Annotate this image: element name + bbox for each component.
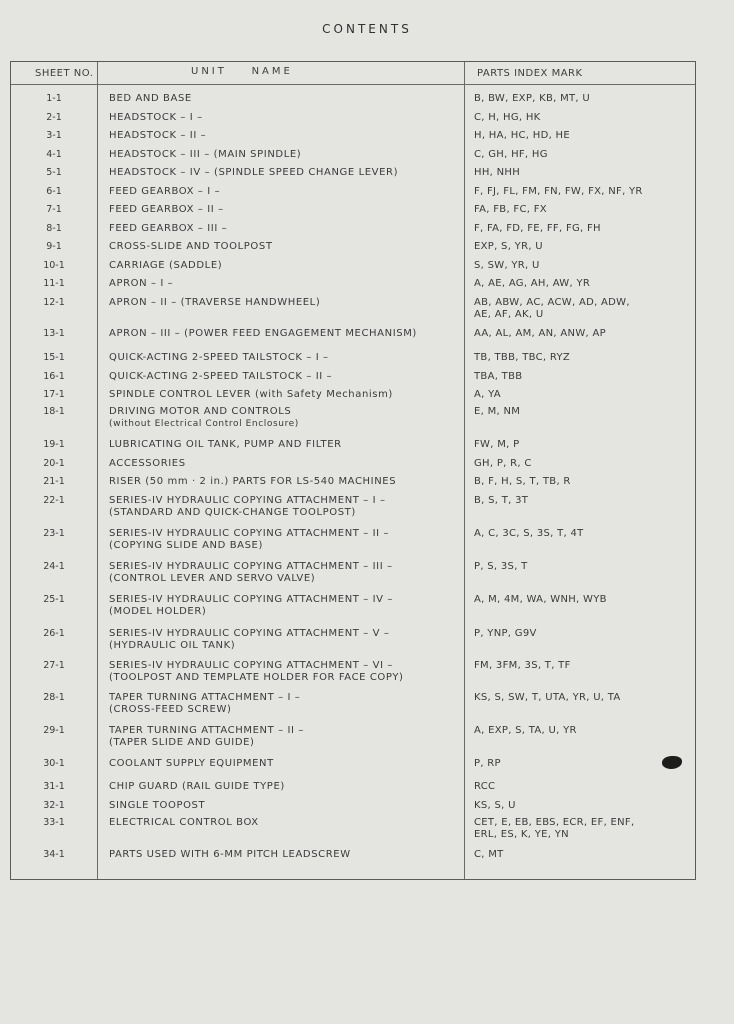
parts-index-mark: B, F, H, S, T, TB, R [474,476,571,487]
unit-name-text: APRON – I – [109,278,174,289]
unit-name-text: HEADSTOCK – III – (MAIN SPINDLE) [109,149,302,160]
parts-index-mark: H, HA, HC, HD, HE [474,130,570,141]
unit-name [109,223,469,235]
column-divider [464,62,465,879]
sheet-number: 19-1 [43,439,65,450]
sheet-number: 11-1 [43,278,65,289]
column-divider [97,62,98,879]
unit-name-text: SERIES-IV HYDRAULIC COPYING ATTACHMENT – V – (HYDRAULIC OIL TANK) [109,628,390,651]
unit-name-text: TAPER TURNING ATTACHMENT – II – (TAPER SLIDE AND GUIDE) [109,725,304,748]
parts-index-mark: F, FJ, FL, FM, FN, FW, FX, NF, YR [474,186,643,197]
parts-index-mark: AA, AL, AM, AN, ANW, AP [474,328,606,339]
unit-name [109,406,469,430]
sheet-number: 5-1 [46,167,62,178]
unit-name [109,371,469,383]
header-parts-index-mark: PARTS INDEX MARK [477,68,583,79]
sheet-number: 2-1 [46,112,62,123]
parts-index-mark: P, RP [474,758,501,769]
parts-index-mark: A, YA [474,389,501,400]
parts-index-mark: KS, S, SW, T, UTA, YR, U, TA [474,692,621,703]
sheet-number: 33-1 [43,817,65,828]
unit-name-text: HEADSTOCK – IV – (SPINDLE SPEED CHANGE LEVER) [109,167,399,178]
sheet-number: 9-1 [46,241,62,252]
header-sheet-no: SHEET NO. [35,68,94,79]
parts-index-mark: C, MT [474,849,504,860]
sheet-number: 4-1 [46,149,62,160]
sheet-number: 32-1 [43,800,65,811]
unit-name-text: TAPER TURNING ATTACHMENT – I – (CROSS-FEED SCREW) [109,692,301,715]
unit-name-text: QUICK-ACTING 2-SPEED TAILSTOCK – I – [109,352,329,363]
unit-name [109,241,469,253]
parts-index-mark: A, M, 4M, WA, WNH, WYB [474,594,607,605]
parts-index-mark: E, M, NM [474,406,521,417]
unit-name [109,93,469,105]
parts-index-mark: C, GH, HF, HG [474,149,548,160]
sheet-number: 6-1 [46,186,62,197]
unit-name-text: FEED GEARBOX – II – [109,204,224,215]
unit-name-text: FEED GEARBOX – I – [109,186,221,197]
parts-index-mark: P, YNP, G9V [474,628,537,639]
parts-index-mark: A, C, 3C, S, 3S, T, 4T [474,528,584,539]
unit-name [109,204,469,216]
sheet-number: 7-1 [46,204,62,215]
parts-index-mark: B, S, T, 3T [474,495,529,506]
unit-name [109,389,469,401]
parts-index-mark: FM, 3FM, 3S, T, TF [474,660,571,671]
unit-name-text: CROSS-SLIDE AND TOOLPOST [109,241,273,252]
unit-name [109,260,469,272]
unit-name [109,495,469,519]
sheet-number: 18-1 [43,406,65,417]
unit-name-text: SERIES-IV HYDRAULIC COPYING ATTACHMENT – IV – (MODEL HOLDER) [109,594,394,617]
unit-name-text: PARTS USED WITH 6-MM PITCH LEADSCREW [109,849,351,860]
parts-index-mark: A, AE, AG, AH, AW, YR [474,278,591,289]
unit-name [109,725,469,749]
parts-index-mark: S, SW, YR, U [474,260,540,271]
sheet-number: 22-1 [43,495,65,506]
unit-name [109,328,469,340]
unit-name-text: ELECTRICAL CONTROL BOX [109,817,259,828]
page-title: CONTENTS [322,22,412,36]
unit-name [109,561,469,585]
unit-name [109,297,469,309]
unit-name [109,186,469,198]
sheet-number: 24-1 [43,561,65,572]
sheet-number: 31-1 [43,781,65,792]
sheet-number: 10-1 [43,260,65,271]
parts-index-mark: RCC [474,781,496,792]
unit-name [109,528,469,552]
sheet-number: 21-1 [43,476,65,487]
unit-name-text: HEADSTOCK – II – [109,130,207,141]
sheet-number: 1-1 [46,93,62,104]
parts-index-mark: A, EXP, S, TA, U, YR [474,725,577,736]
unit-name [109,800,469,812]
unit-name-text: CHIP GUARD (RAIL GUIDE TYPE) [109,781,285,792]
unit-name [109,849,469,861]
contents-table [10,61,696,880]
unit-name-text: QUICK-ACTING 2-SPEED TAILSTOCK – II – [109,371,333,382]
sheet-number: 13-1 [43,328,65,339]
parts-index-mark: P, S, 3S, T [474,561,528,572]
unit-name-text: BED AND BASE [109,93,192,104]
parts-index-mark: AB, ABW, AC, ACW, AD, ADW, AE, AF, AK, U [474,297,630,320]
parts-index-mark: CET, E, EB, EBS, ECR, EF, ENF, ERL, ES, K, YE, YN [474,817,635,840]
sheet-number: 27-1 [43,660,65,671]
header-unit-name: UNIT NAME [191,66,293,77]
unit-name-text: APRON – II – (TRAVERSE HANDWHEEL) [109,297,321,308]
parts-index-mark: B, BW, EXP, KB, MT, U [474,93,591,104]
unit-name-text: SERIES-IV HYDRAULIC COPYING ATTACHMENT – I – (STANDARD AND QUICK-CHANGE TOOLPOST) [109,495,386,518]
sheet-number: 3-1 [46,130,62,141]
parts-index-mark: TB, TBB, TBC, RYZ [474,352,571,363]
parts-index-mark: C, H, HG, HK [474,112,541,123]
sheet-number: 23-1 [43,528,65,539]
sheet-number: 30-1 [43,758,65,769]
unit-name-text: APRON – III – (POWER FEED ENGAGEMENT MECHANISM) [109,328,417,339]
parts-index-mark: KS, S, U [474,800,516,811]
parts-index-mark: F, FA, FD, FE, FF, FG, FH [474,223,601,234]
unit-name-text: SERIES-IV HYDRAULIC COPYING ATTACHMENT – II – (COPYING SLIDE AND BASE) [109,528,390,551]
unit-name-text: DRIVING MOTOR AND CONTROLS [109,406,292,417]
unit-name [109,817,469,829]
unit-name-text: ACCESSORIES [109,458,186,469]
sheet-number: 26-1 [43,628,65,639]
unit-name-text: SINGLE TOOPOST [109,800,206,811]
sheet-number: 25-1 [43,594,65,605]
sheet-number: 17-1 [43,389,65,400]
sheet-number: 16-1 [43,371,65,382]
unit-name [109,692,469,716]
unit-name [109,167,469,179]
sheet-number: 15-1 [43,352,65,363]
sheet-number: 20-1 [43,458,65,469]
unit-name [109,352,469,364]
unit-name [109,594,469,618]
unit-name [109,458,469,470]
unit-name-text: SPINDLE CONTROL LEVER (with Safety Mechanism) [109,389,393,400]
parts-index-mark: TBA, TBB [474,371,523,382]
unit-name [109,628,469,652]
parts-index-mark: FW, M, P [474,439,520,450]
unit-name-text: COOLANT SUPPLY EQUIPMENT [109,758,274,769]
sheet-number: 34-1 [43,849,65,860]
unit-name [109,660,469,684]
unit-name-text: LUBRICATING OIL TANK, PUMP AND FILTER [109,439,342,450]
unit-name [109,278,469,290]
sheet-number: 8-1 [46,223,62,234]
parts-index-mark: GH, P, R, C [474,458,532,469]
unit-name [109,112,469,124]
sheet-number: 12-1 [43,297,65,308]
unit-name-text: SERIES-IV HYDRAULIC COPYING ATTACHMENT – III – (CONTROL LEVER AND SERVO VALVE) [109,561,393,584]
sheet-number: 28-1 [43,692,65,703]
unit-name [109,476,469,488]
unit-name-text: HEADSTOCK – I – [109,112,203,123]
unit-name [109,130,469,142]
unit-name [109,439,469,451]
unit-name [109,781,469,793]
unit-name-text: RISER (50 mm · 2 in.) PARTS FOR LS-540 MACHINES [109,476,397,487]
unit-name-note: (without Electrical Control Enclosure) [109,419,299,429]
unit-name [109,149,469,161]
parts-index-mark: EXP, S, YR, U [474,241,543,252]
unit-name-text: FEED GEARBOX – III – [109,223,228,234]
parts-index-mark: FA, FB, FC, FX [474,204,547,215]
parts-index-mark: HH, NHH [474,167,521,178]
unit-name [109,758,469,770]
header-divider [11,84,695,85]
unit-name-text: CARRIAGE (SADDLE) [109,260,223,271]
unit-name-text: SERIES-IV HYDRAULIC COPYING ATTACHMENT – VI – (TOOLPOST AND TEMPLATE HOLDER FOR FACE COPY) [109,660,404,683]
sheet-number: 29-1 [43,725,65,736]
